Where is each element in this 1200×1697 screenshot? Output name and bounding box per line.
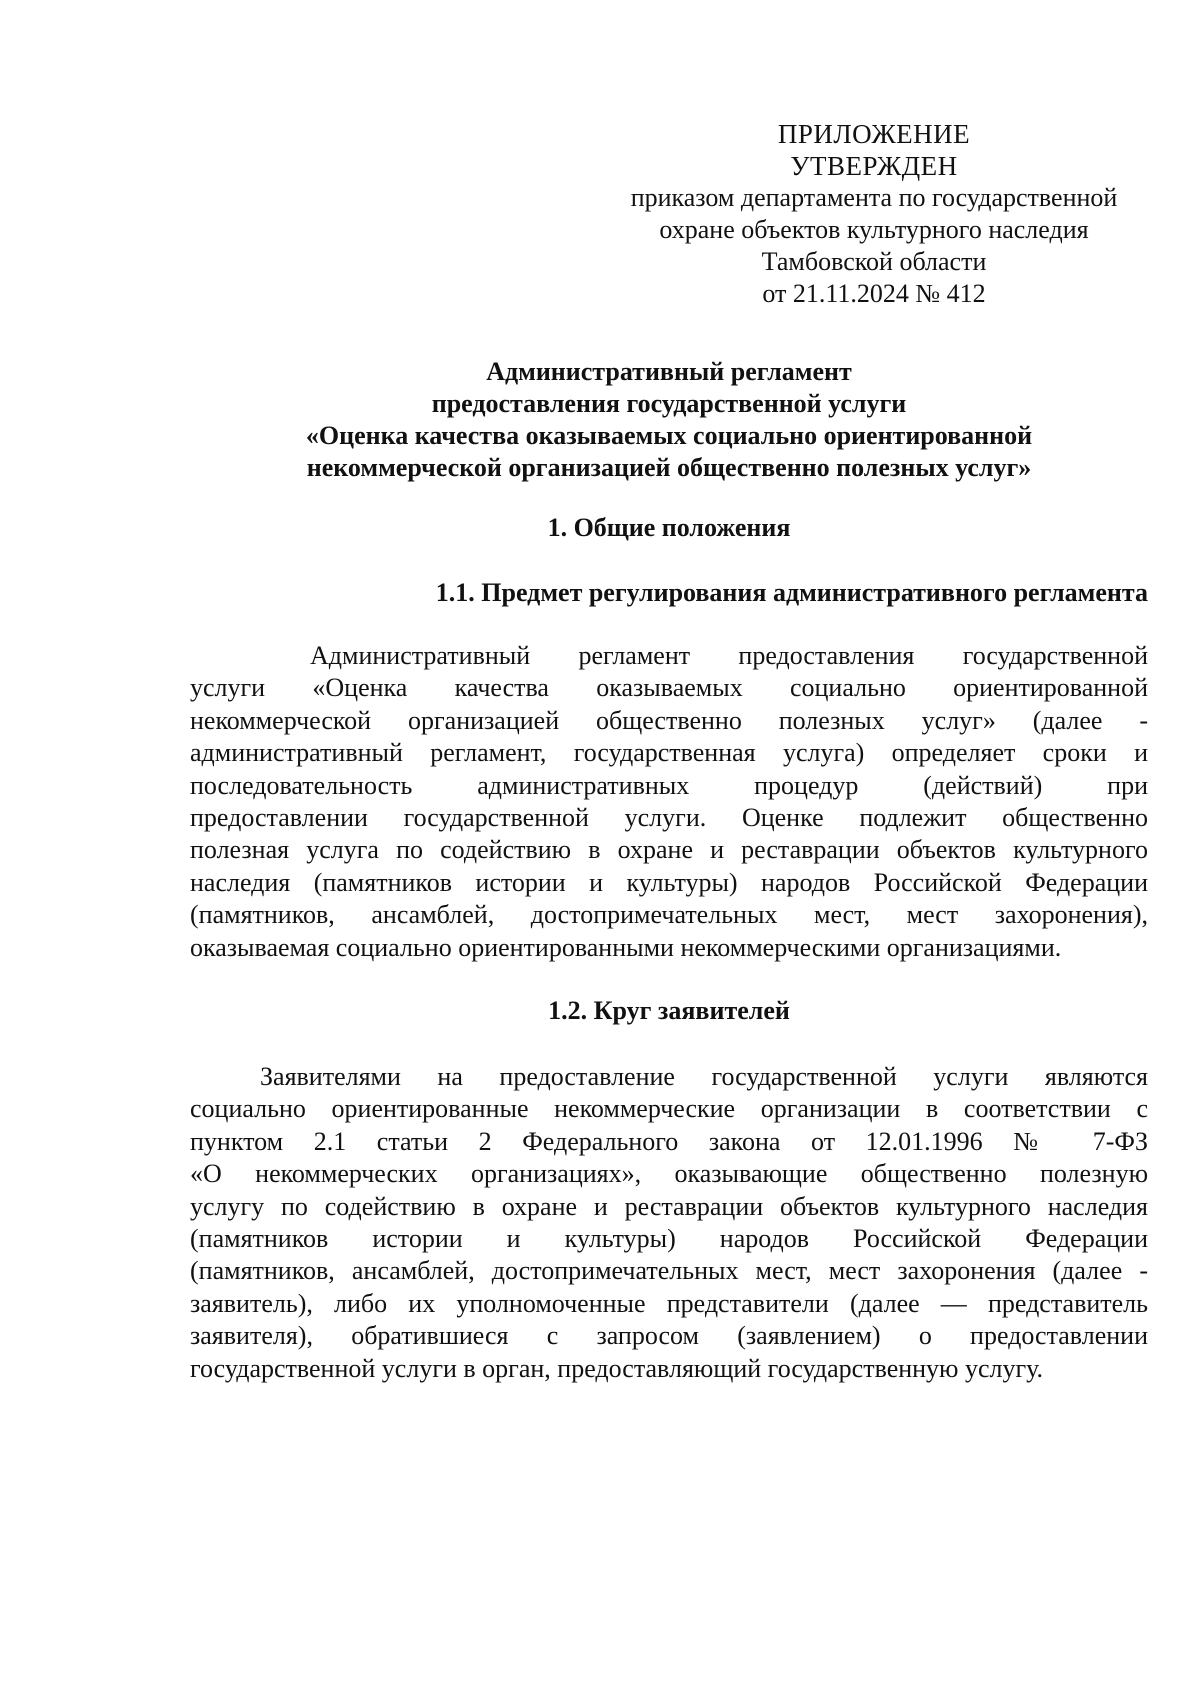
paragraph-line: заявителя), обратившиеся с запросом (заявлением) о предоставлении <box>190 1321 1148 1351</box>
approval-line-date-number: от 21.11.2024 № 412 <box>762 279 986 308</box>
approval-line-protection: охране объектов культурного наследия <box>659 215 1089 244</box>
paragraph-line: заявитель), либо их уполномоченные представители (далее — представитель <box>190 1288 1148 1318</box>
paragraph-line: Заявителями на предоставление государственной услуги являются <box>260 1062 1148 1091</box>
paragraph-line: социально ориентированные некоммерческие организации в соответствии с <box>190 1094 1148 1124</box>
approval-line-region: Тамбовской области <box>761 247 987 276</box>
paragraph-line: оказываемая социально ориентированными некоммерческими организациями. <box>190 932 1062 962</box>
title-line-2: предоставления государственной услуги <box>431 389 907 418</box>
section-1-heading: 1. Общие положения <box>547 513 791 542</box>
paragraph-line: полезная услуга по содействию в охране и реставрации объектов культурного <box>190 835 1148 865</box>
paragraph-line: некоммерческой организацией общественно полезных услуг» (далее - <box>190 705 1148 735</box>
paragraph-line: услуги «Оценка качества оказываемых социально ориентированной <box>190 673 1148 703</box>
paragraph-line: административный регламент, государственная услуга) определяет сроки и <box>190 738 1148 768</box>
paragraph-line: предоставлении государственной услуги. Оценке подлежит общественно <box>190 802 1148 832</box>
paragraph-line: последовательность административных процедур (действий) при <box>190 770 1148 800</box>
paragraph-line: государственной услуги в орган, предоставляющий государственную услугу. <box>190 1353 1044 1383</box>
document-title <box>190 356 1148 484</box>
paragraph-line: (памятников, ансамблей, достопримечательных мест, мест захоронения (далее - <box>190 1256 1148 1286</box>
approval-heading-approved: УТВЕРЖДЕН <box>790 151 958 181</box>
paragraph-line: «О некоммерческих организациях», оказывающие общественно полезную <box>190 1159 1148 1189</box>
paragraph-line: (памятников, ансамблей, достопримечательных мест, мест захоронения), <box>190 900 1148 930</box>
paragraph-line: пунктом 2.1 статьи 2 Федерального закона от 12.01.1996 № 7-ФЗ <box>190 1126 1148 1156</box>
section-1-1-paragraph <box>190 640 1148 964</box>
approval-block <box>600 118 1148 310</box>
title-line-3: «Оценка качества оказываемых социально ориентированной <box>305 421 1033 450</box>
paragraph-line: наследия (памятников истории и культуры) народов Российской Федерации <box>190 867 1148 897</box>
paragraph-line: Административный регламент предоставления государственной <box>310 641 1148 670</box>
approval-line-order: приказом департамента по государственной <box>630 183 1118 212</box>
section-1-2-paragraph <box>190 1061 1148 1385</box>
section-1-1-heading: 1.1. Предмет регулирования административного регламента <box>435 578 1148 607</box>
section-1-2-heading: 1.2. Круг заявителей <box>548 996 790 1025</box>
approval-heading-appendix: ПРИЛОЖЕНИЕ <box>777 119 971 149</box>
title-line-1: Административный регламент <box>486 357 852 386</box>
paragraph-line: услугу по содействию в охране и реставрации объектов культурного наследия <box>190 1191 1148 1221</box>
paragraph-line: (памятников истории и культуры) народов Российской Федерации <box>190 1223 1148 1253</box>
title-line-4: некоммерческой организацией общественно полезных услуг» <box>306 453 1032 482</box>
